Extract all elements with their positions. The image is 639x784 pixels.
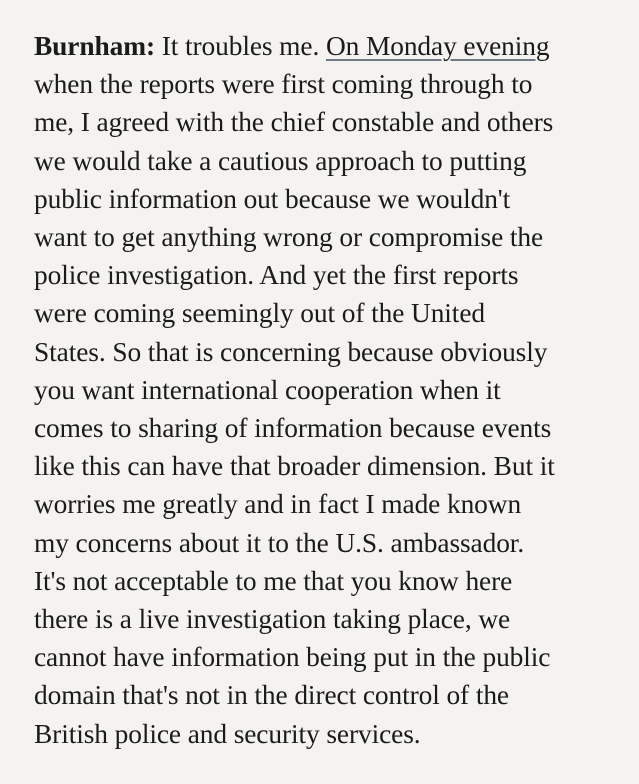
quote-line: It's not acceptable to me that you know here: [34, 565, 513, 596]
quote-line: want to get anything wrong or compromise the: [34, 222, 544, 253]
quote-line: me, I agreed with the chief constable and others: [34, 107, 554, 138]
quote-line: we would take a cautious approach to putting: [34, 145, 527, 176]
quote-line: when the reports were first coming through to: [34, 69, 533, 100]
speaker-name: Burnham:: [34, 31, 155, 61]
quote-line: there is a live investigation taking place, we: [34, 604, 511, 635]
quote-passage: [34, 27, 624, 753]
quote-line: comes to sharing of information because events: [34, 413, 552, 444]
quote-line: public information out because we wouldn't: [34, 183, 511, 214]
opening-text: It troubles me.: [154, 31, 326, 61]
date-link[interactable]: On Monday evening: [325, 31, 550, 61]
quote-line: my concerns about it to the U.S. ambassador.: [34, 527, 525, 558]
quote-line: you want international cooperation when it: [34, 374, 501, 405]
quote-line: like this can have that broader dimension. But it: [34, 451, 555, 482]
quote-line: were coming seemingly out of the United: [34, 298, 485, 329]
quote-line: [34, 27, 624, 65]
quote-line: cannot have information being put in the public: [34, 642, 551, 673]
quote-line: domain that's not in the direct control of the: [34, 680, 509, 711]
quote-line: British police and security services.: [34, 718, 421, 749]
quote-line: police investigation. And yet the first reports: [34, 260, 519, 291]
quote-line: States. So that is concerning because obviously: [34, 336, 548, 367]
quote-line: worries me greatly and in fact I made known: [34, 489, 522, 520]
